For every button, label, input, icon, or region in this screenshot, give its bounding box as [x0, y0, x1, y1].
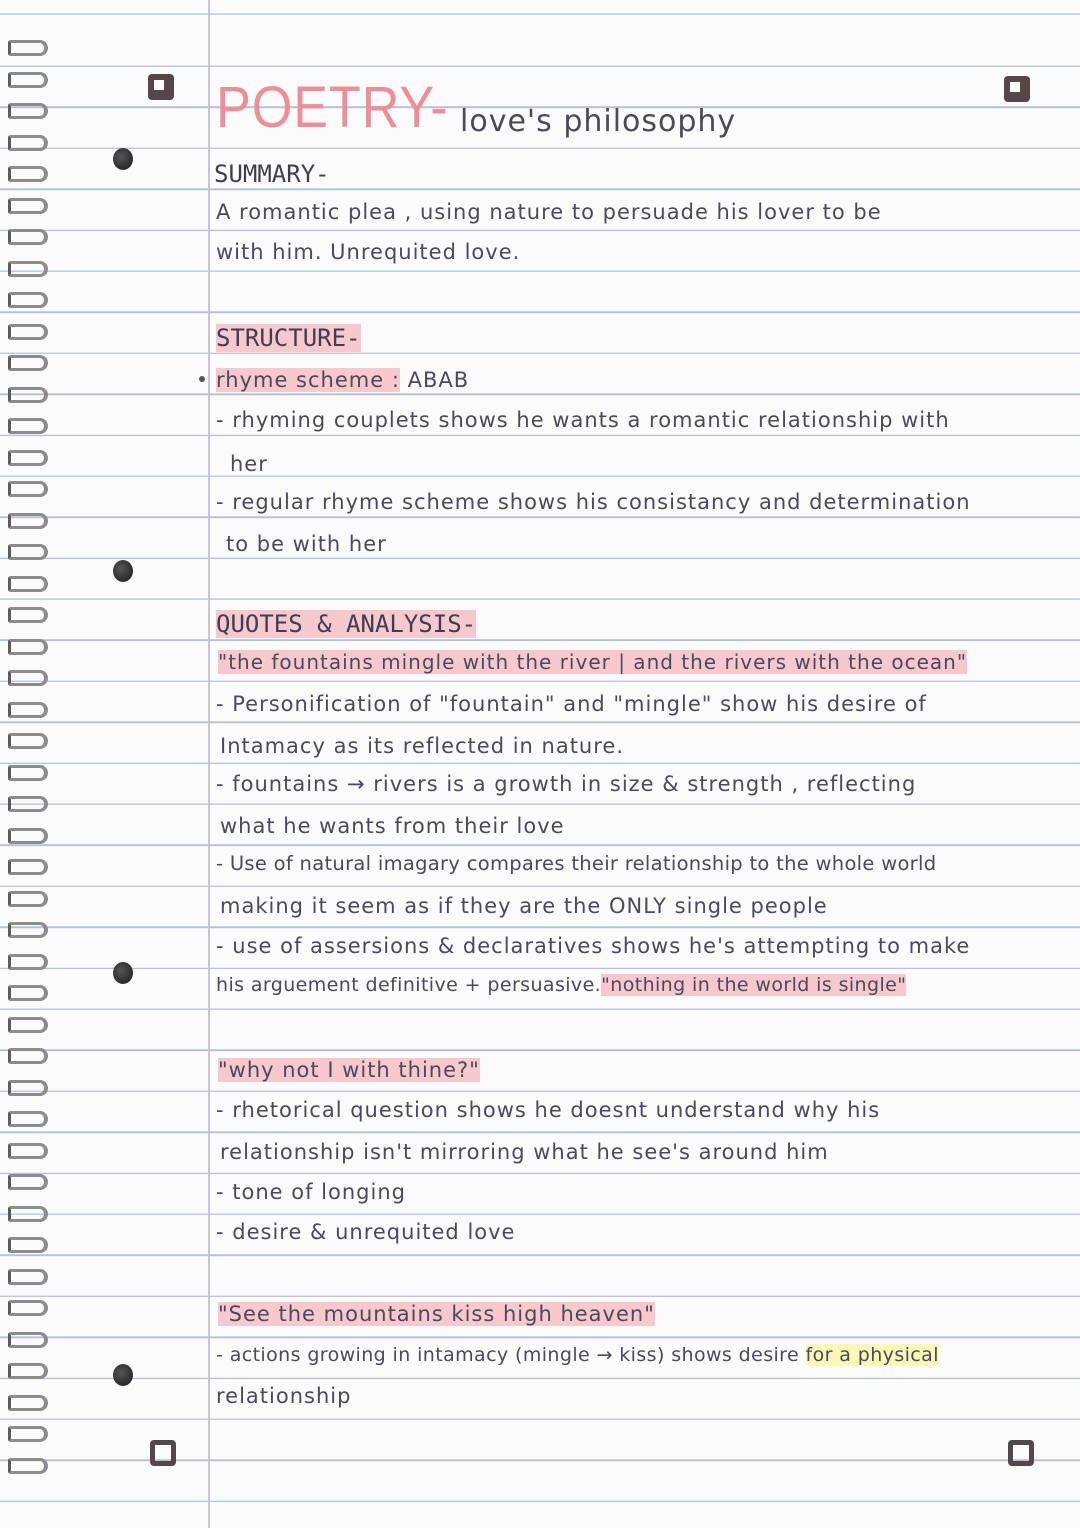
quote-1: "the fountains mingle with the river | and the rivers with the ocean" — [218, 650, 968, 674]
quote-2-line-3: - tone of longing — [216, 1180, 406, 1204]
spiral-binding-icon — [0, 40, 60, 1490]
quote-2-line-1: - rhetorical question shows he doesnt understand why his — [216, 1098, 881, 1122]
structure-line-3: - regular rhyme scheme shows his consistancy and determination — [216, 490, 971, 514]
quote-1-line-8-text: his arguement definitive + persuasive. — [216, 974, 602, 996]
spiral-coil-icon — [8, 40, 48, 56]
punch-hole-icon — [113, 962, 133, 984]
spiral-coil-icon — [8, 135, 48, 151]
page-subtitle: love's philosophy — [460, 104, 737, 139]
spiral-coil-icon — [8, 1111, 48, 1127]
margin-line — [208, 0, 210, 1528]
spiral-coil-icon — [8, 1426, 48, 1442]
quote-1-inline-quote: "nothing in the world is single" — [601, 974, 907, 996]
spiral-coil-icon — [8, 72, 48, 88]
spiral-coil-icon — [8, 639, 48, 655]
spiral-coil-icon — [8, 1458, 48, 1474]
corner-bottom-right-icon — [1008, 1440, 1034, 1466]
spiral-coil-icon — [8, 513, 48, 529]
punch-hole-icon — [113, 560, 133, 582]
spiral-coil-icon — [8, 1206, 48, 1222]
spiral-coil-icon — [8, 828, 48, 844]
spiral-coil-icon — [8, 292, 48, 308]
punch-hole-icon — [113, 148, 133, 170]
spiral-coil-icon — [8, 1269, 48, 1285]
quote-3-highlight: for a physical — [805, 1344, 939, 1366]
quote-1-line-4: what he wants from their love — [220, 814, 565, 838]
summary-line-1: A romantic plea , using nature to persuade his lover to be — [216, 200, 882, 224]
spiral-coil-icon — [8, 324, 48, 340]
quote-3-line-1 — [216, 1344, 939, 1366]
page-title: POETRY- — [216, 75, 449, 140]
quote-1-line-1: - Personification of "fountain" and "mingle" show his desire of — [216, 692, 927, 716]
spiral-coil-icon — [8, 765, 48, 781]
punch-hole-icon — [113, 1364, 133, 1386]
spiral-coil-icon — [8, 670, 48, 686]
spiral-coil-icon — [8, 607, 48, 623]
spiral-coil-icon — [8, 1237, 48, 1253]
spiral-coil-icon — [8, 859, 48, 875]
quote-2-line-4: - desire & unrequited love — [216, 1220, 516, 1244]
structure-line-1: - rhyming couplets shows he wants a romantic relationship with — [216, 408, 950, 432]
spiral-coil-icon — [8, 418, 48, 434]
spiral-coil-icon — [8, 796, 48, 812]
spiral-coil-icon — [8, 576, 48, 592]
spiral-coil-icon — [8, 481, 48, 497]
structure-heading: STRUCTURE- — [216, 324, 361, 352]
spiral-coil-icon — [8, 1174, 48, 1190]
quote-3-line-2: relationship — [216, 1384, 352, 1408]
corner-top-right-icon — [1004, 76, 1030, 102]
spiral-coil-icon — [8, 1363, 48, 1379]
bullet-icon — [199, 376, 205, 382]
quote-1-line-6: making it seem as if they are the ONLY single people — [220, 894, 828, 918]
spiral-coil-icon — [8, 229, 48, 245]
spiral-coil-icon — [8, 922, 48, 938]
rhyme-scheme-label: rhyme scheme : — [216, 368, 400, 392]
spiral-coil-icon — [8, 261, 48, 277]
rhyme-scheme-line — [216, 368, 469, 392]
corner-bottom-left-icon — [150, 1440, 176, 1466]
spiral-coil-icon — [8, 355, 48, 371]
quote-3: "See the mountains kiss high heaven" — [218, 1302, 655, 1326]
spiral-coil-icon — [8, 702, 48, 718]
quote-1-line-3: - fountains → rivers is a growth in size & strength , reflecting — [216, 772, 917, 796]
structure-line-2: her — [230, 452, 268, 476]
spiral-coil-icon — [8, 1300, 48, 1316]
quote-1-line-7: - use of assersions & declaratives shows he's attempting to make — [216, 934, 971, 958]
spiral-coil-icon — [8, 1143, 48, 1159]
spiral-coil-icon — [8, 954, 48, 970]
spiral-coil-icon — [8, 387, 48, 403]
quote-1-line-5: - Use of natural imagary compares their relationship to the whole world — [216, 852, 937, 875]
spiral-coil-icon — [8, 166, 48, 182]
spiral-coil-icon — [8, 1048, 48, 1064]
spiral-coil-icon — [8, 985, 48, 1001]
quotes-heading: QUOTES & ANALYSIS- — [216, 610, 477, 638]
quote-2-line-2: relationship isn't mirroring what he see's around him — [220, 1140, 829, 1164]
spiral-coil-icon — [8, 1080, 48, 1096]
quote-1-line-8 — [216, 974, 906, 996]
summary-line-2: with him. Unrequited love. — [216, 240, 521, 264]
spiral-coil-icon — [8, 891, 48, 907]
spiral-coil-icon — [8, 450, 48, 466]
spiral-coil-icon — [8, 1395, 48, 1411]
spiral-coil-icon — [8, 1017, 48, 1033]
spiral-coil-icon — [8, 103, 48, 119]
spiral-coil-icon — [8, 544, 48, 560]
summary-heading-text: SUMMARY- — [214, 160, 330, 188]
quote-2: "why not I with thine?" — [218, 1058, 480, 1082]
summary-heading — [214, 160, 330, 188]
rhyme-scheme-value: ABAB — [407, 368, 470, 392]
corner-top-left-icon — [148, 74, 174, 100]
spiral-coil-icon — [8, 198, 48, 214]
spiral-coil-icon — [8, 733, 48, 749]
quote-3-line-1-text: - actions growing in intamacy (mingle → kiss) shows desire — [216, 1344, 800, 1366]
spiral-coil-icon — [8, 1332, 48, 1348]
structure-line-4: to be with her — [226, 532, 387, 556]
quote-1-line-2: Intamacy as its reflected in nature. — [220, 734, 625, 758]
